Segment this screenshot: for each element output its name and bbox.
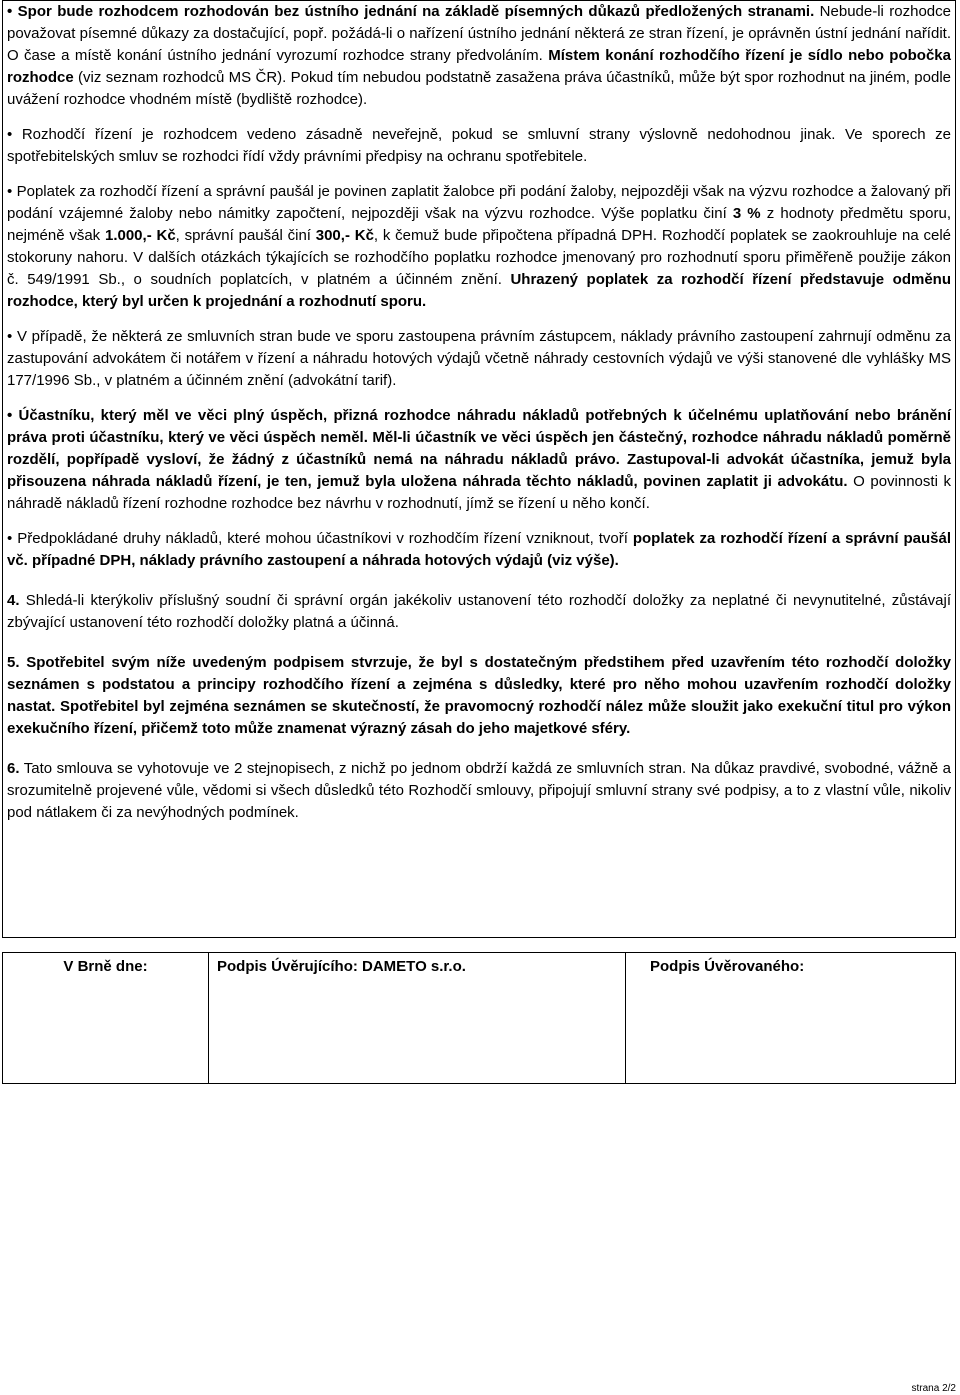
signature-date-cell: V Brně dne: bbox=[3, 953, 209, 1084]
paragraph-text-segment: (viz seznam rozhodců MS ČR). Pokud tím nebudou podstatně zasažena práva účastníků, může být spor rozhodnut na jiném, podle uvážení rozhodce vhodném místě (bydliště rozhodce). bbox=[7, 69, 951, 108]
paragraph-p6 bbox=[7, 528, 951, 572]
paragraph-text-segment: 1.000,- Kč bbox=[104, 227, 176, 244]
paragraph-p3 bbox=[7, 181, 951, 313]
paragraph-list bbox=[7, 1, 951, 824]
paragraph-text-segment: • Rozhodčí řízení je rozhodcem vedeno zásadně neveřejně, pokud se smluvní strany výslovně nedohodnou jinak. Ve sporech ze spotřebitelských smluv se rozhodci řídí vždy právními předpisy na ochranu spotřebitele. bbox=[7, 126, 951, 165]
paragraph-text-segment: O povinnosti k náhradě nákladů řízení rozhodne rozhodce bez návrhu v rozhodnutí, jímž se řízení u něho končí. bbox=[7, 473, 951, 512]
paragraph-text-segment: , k čemuž bude připočtena případná DPH. Rozhodčí poplatek se zaokrouhluje na celé stokoruny nahoru. V dalších otázkách týkajících se rozhodčího poplatku rozhodce jmenovaný pro rozhodnutí sporu přiměřeně použije zákon č. 549/1991 Sb., o soudních poplatcích, v platném a účinném znění. bbox=[7, 227, 951, 288]
signature-trustee-cell: Podpis Úvěrovaného: bbox=[626, 953, 956, 1084]
paragraph-p4 bbox=[7, 326, 951, 392]
paragraph-text-segment: 3 % bbox=[732, 205, 761, 222]
arbitration-clause-box bbox=[2, 0, 956, 938]
paragraph-text-segment: z hodnoty předmětu sporu, nejméně však bbox=[7, 205, 951, 244]
paragraph-text-segment: • Spor bude rozhodcem rozhodován bez ústního jednání na základě písemných důkazů předložených stranami. bbox=[7, 3, 815, 20]
paragraph-text-segment: • Poplatek za rozhodčí řízení a správní paušál je povinen zaplatit žalobce při podání žaloby, nejpozději však na výzvu rozhodce a žalovaný při podání vzájemné žaloby nebo námitky započtení, nejpozději však na výzvu rozhodce. Výše poplatku činí bbox=[7, 183, 951, 222]
paragraph-p5 bbox=[7, 405, 951, 515]
paragraph-text-segment: 6. bbox=[7, 760, 20, 777]
paragraph-text-segment: Uhrazený poplatek za rozhodčí řízení představuje odměnu rozhodce, který byl určen k projednání a rozhodnutí sporu. bbox=[7, 271, 951, 310]
paragraph-text-segment: Tato smlouva se vyhotovuje ve 2 stejnopisech, z nichž po jednom obdrží každá ze smluvních stran. Na důkaz pravdivé, svobodné, vážně a srozumitelně projevené vůle, vědomi si všech důsledků této Rozhodčí smlouvy, připojují smluvní strany své podpisy, a to z vlastní vůle, nikoliv pod nátlakem či za nevýhodných podmínek. bbox=[7, 760, 951, 821]
signature-truster-cell: Podpis Úvěrujícího: DAMETO s.r.o. bbox=[209, 953, 626, 1084]
paragraph-text-segment: 4. bbox=[7, 592, 20, 609]
paragraph-text-segment: , správní paušál činí bbox=[175, 227, 316, 244]
paragraph-p2 bbox=[7, 124, 951, 168]
paragraph-text-segment: • Předpokládané druhy nákladů, které mohou účastníkovi v rozhodčím řízení vzniknout, tvoří bbox=[7, 530, 633, 547]
paragraph-text-segment: poplatek za rozhodčí řízení a správní paušál vč. případné DPH, náklady právního zastoupení a náhrada hotových výdajů (viz výše). bbox=[7, 530, 952, 569]
paragraph-p9 bbox=[7, 758, 951, 824]
page-number: strana 2/2 bbox=[911, 1383, 956, 1394]
paragraph-p7 bbox=[7, 590, 951, 634]
paragraph-p1 bbox=[7, 1, 951, 111]
signature-table bbox=[2, 952, 956, 1084]
signature-row bbox=[3, 953, 956, 1084]
paragraph-text-segment: 300,- Kč bbox=[315, 227, 374, 244]
paragraph-p8 bbox=[7, 652, 951, 740]
paragraph-text-segment: Nebude-li rozhodce považovat písemné důkazy za dostačující, popř. požádá-li o nařízení ústního jednání některá ze stran řízení, je oprávněn ústní jednání nařídit. O čase a místě konání ústního jednání vyrozumí rozhodce strany předvoláním. bbox=[7, 3, 951, 64]
paragraph-text-segment: Shledá-li kterýkoliv příslušný soudní či správní orgán jakékoliv ustanovení této rozhodčí doložky za neplatné či nevynutitelné, zůstávají zbývající ustanovení této rozhodčí doložky platná a účinná. bbox=[7, 592, 951, 631]
paragraph-text-segment: 5. Spotřebitel svým níže uvedeným podpisem stvrzuje, že byl s dostatečným předstihem před uzavřením této rozhodčí doložky seznámen s podstatou a principy rozhodčího řízení a zejména s důsledky, které pro něho mohou uzavřením rozhodčí doložky nastat. Spotřebitel byl zejména seznámen se skutečností, že pravomocný rozhodčí nález může sloužit jako exekuční titul pro výkon exekučního řízení, přičemž toto může znamenat výrazný zásah do jeho majetkové sféry. bbox=[7, 654, 951, 737]
paragraph-text-segment: Místem konání rozhodčího řízení je sídlo nebo pobočka rozhodce bbox=[7, 47, 951, 86]
paragraph-text-segment: • Účastníku, který měl ve věci plný úspěch, přizná rozhodce náhradu nákladů potřebných k účelnému uplatňování nebo bránění práva proti účastníku, který ve věci úspěch neměl. Měl-li účastník ve věci úspěch jen částečný, rozhodce náhradu nákladů poměrně rozdělí, popřípadě vysloví, že žádný z účastníků nemá na náhradu nákladů právo. Zastupoval-li advokát účastníka, jemuž byla přisouzena náhrada nákladů řízení, je ten, jemuž byla uložena náhrada těchto nákladů, povinen zaplatit ji advokátu. bbox=[7, 407, 951, 490]
paragraph-text-segment: • V případě, že některá ze smluvních stran bude ve sporu zastoupena právním zástupcem, náklady právního zastoupení zahrnují odměnu za zastupování advokátem či notářem v řízení a náhradu hotových výdajů včetně náhrady cestovních výdajů ve výši stanovené dle vyhlášky MS 177/1996 Sb., v platném a účinném znění (advokátní tarif). bbox=[7, 328, 951, 389]
